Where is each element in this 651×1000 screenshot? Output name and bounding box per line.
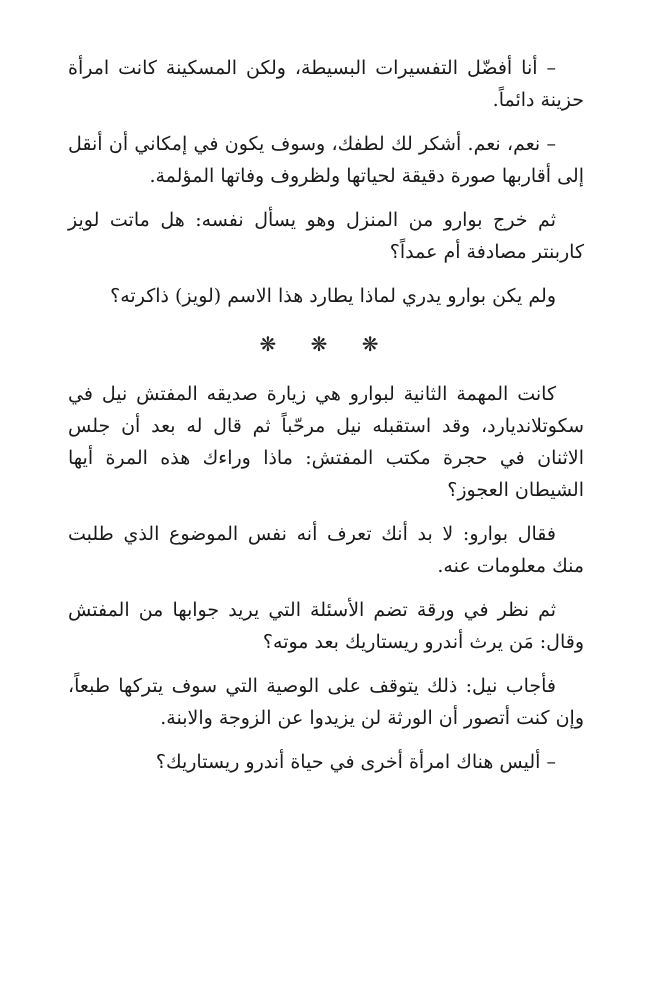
paragraph: – أنا أفضّل التفسيرات البسيطة، ولكن المسكينة كانت امرأة حزينة دائماً.	[68, 57, 584, 111]
section-separator	[68, 324, 584, 364]
paragraph: ولم يكن بوارو يدري لماذا يطارد هذا الاسم (لويز) ذاكرته؟	[110, 285, 556, 307]
asterism-ornament: ❋ ❋ ❋	[259, 332, 393, 356]
paragraph: ثم خرج بوارو من المنزل وهو يسأل نفسه: هل ماتت لويز كاربنتر مصادفة أم عمداً؟	[68, 209, 584, 263]
paragraph: كانت المهمة الثانية لبوارو هي زيارة صديقه المفتش نيل في سكوتلانديارد، وقد استقبله نيل مرحّباً ثم قال له بعد أن جلس الاثنان في حجرة مكتب المفتش: ماذا وراءك هذه المرة أيها الشيطان العجوز؟	[68, 383, 584, 501]
paragraph: فقال بوارو: لا بد أنك تعرف أنه نفس الموضوع الذي طلبت منك معلومات عنه.	[68, 523, 584, 577]
paragraph: – أليس هناك امرأة أخرى في حياة أندرو ريستاريك؟	[155, 751, 556, 773]
book-page	[68, 52, 584, 790]
paragraph: – نعم، نعم. أشكر لك لطفك، وسوف يكون في إمكاني أن أنقل إلى أقاربها صورة دقيقة لحياتها ولظروف وفاتها المؤلمة.	[68, 133, 584, 187]
paragraph: فأجاب نيل: ذلك يتوقف على الوصية التي سوف يتركها طبعاً، وإن كنت أتصور أن الورثة لن يزيدوا عن الزوجة والابنة.	[68, 675, 584, 729]
paragraph: ثم نظر في ورقة تضم الأسئلة التي يريد جوابها من المفتش وقال: مَن يرث أندرو ريستاريك بعد موته؟	[68, 599, 584, 653]
